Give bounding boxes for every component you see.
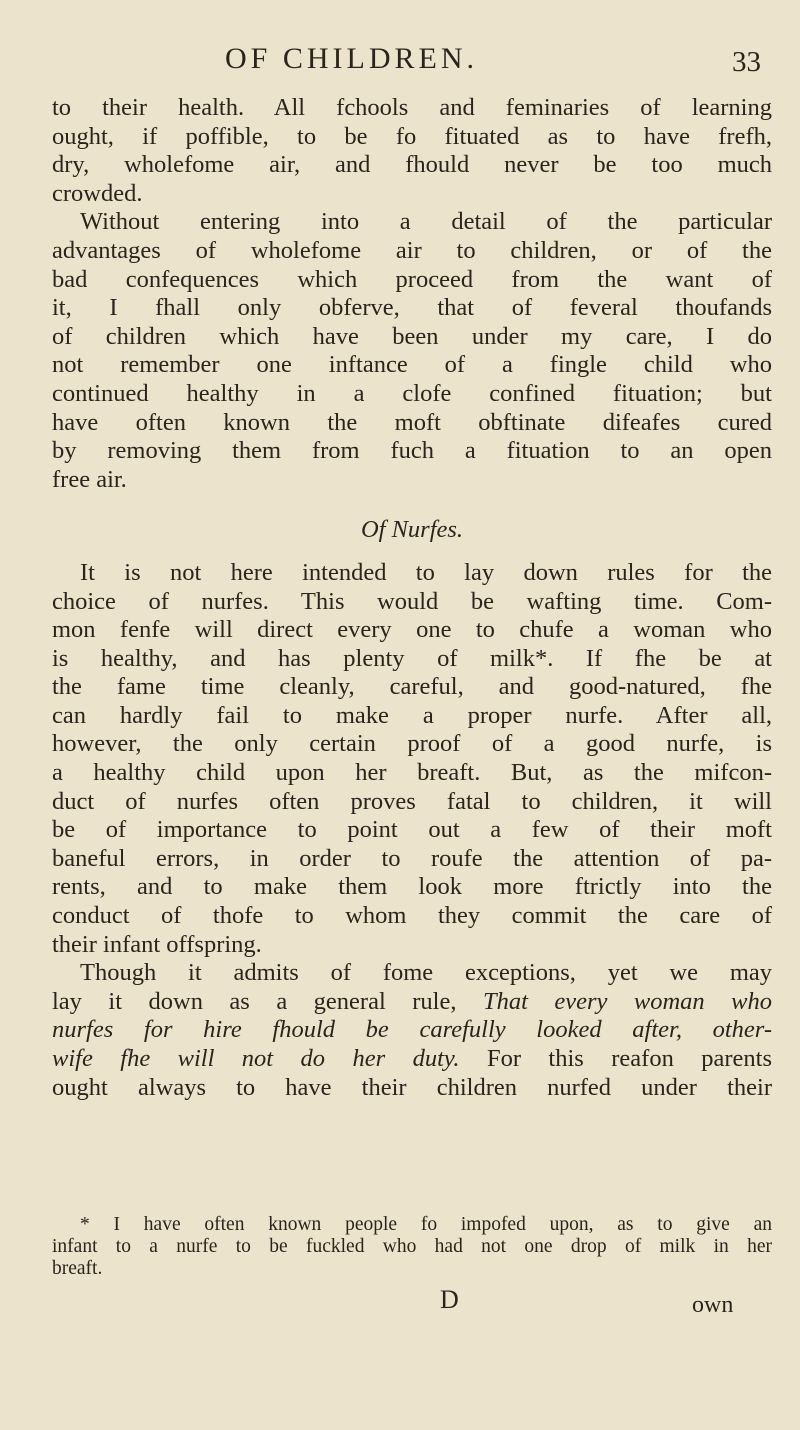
italic-segment: nurfes for hire fhould be carefully looked after, other- — [52, 1016, 772, 1044]
text-line: free air. — [52, 465, 127, 493]
text-line: the fame time cleanly, careful, and good-natured, fhe — [52, 673, 772, 701]
text-line: have often known the moft obftinate difeafes cured — [52, 408, 772, 436]
running-head-title: OF CHILDREN. — [225, 42, 479, 75]
text-line: Without entering into a detail of the particular — [80, 208, 772, 236]
text-line: of children which have been under my care, I do — [52, 322, 772, 350]
text-line: advantages of wholefome air to children, or of the — [52, 236, 772, 264]
text-line: to their health. All fchools and feminaries of learning — [52, 94, 772, 121]
text-line: rents, and to make them look more ftrictly into the — [52, 873, 772, 901]
text-line: crowded. — [52, 179, 143, 207]
paragraph-3 — [52, 559, 772, 959]
paragraph-2 — [52, 208, 772, 494]
text-line: their infant offspring. — [52, 930, 262, 958]
text-line: baneful errors, in order to roufe the attention of pa- — [52, 844, 772, 872]
text-line: be of importance to point out a few of their moft — [52, 816, 772, 844]
paragraph-1 — [52, 94, 772, 208]
text-line: ought always to have their children nurfed under their — [52, 1073, 772, 1101]
footnote-line: * I have often known people fo impofed upon, as to give an — [80, 1214, 772, 1235]
text-line: bad confequences which proceed from the want of — [52, 265, 772, 293]
text-line: Though it admits of fome exceptions, yet we may — [80, 959, 772, 987]
text-line: is healthy, and has plenty of milk*. If fhe be at — [52, 644, 772, 672]
page-number: 33 — [732, 46, 761, 78]
text-line: dry, wholefome air, and fhould never be too much — [52, 151, 772, 179]
text-line: however, the only certain proof of a good nurfe, is — [52, 730, 772, 758]
text-segment: lay it down as a general rule, — [52, 987, 483, 1015]
running-head — [0, 42, 800, 82]
text-line: duct of nurfes often proves fatal to children, it will — [52, 787, 772, 815]
signature-mark: D — [440, 1285, 459, 1314]
text-line: choice of nurfes. This would be wafting time. Com- — [52, 587, 772, 615]
text-line: a healthy child upon her breaft. But, as the mifcon- — [52, 759, 772, 787]
text-line — [52, 988, 772, 1017]
section-heading: Of Nurfes. — [360, 516, 464, 544]
text-line: continued healthy in a clofe confined fituation; but — [52, 379, 772, 407]
text-line: ought, if poffible, to be fo fituated as to have frefh, — [52, 122, 772, 150]
text-line: mon fenfe will direct every one to chufe a woman who — [52, 616, 772, 644]
footnote — [52, 1214, 772, 1280]
text-line: by removing them from fuch a fituation to an open — [52, 437, 772, 465]
body-text — [52, 94, 772, 1102]
text-line — [52, 1045, 772, 1074]
footnote-line: infant to a nurfe to be fuckled who had not one drop of milk in her — [52, 1236, 772, 1257]
text-line: conduct of thofe to whom they commit the care of — [52, 902, 772, 930]
footnote-line: breaft. — [52, 1258, 103, 1279]
catchword: own — [692, 1292, 734, 1318]
italic-segment: wife fhe will not do her duty. — [52, 1045, 460, 1072]
text-line: not remember one inftance of a fingle child who — [52, 351, 772, 379]
text-line: can hardly fail to make a proper nurfe. After all, — [52, 701, 772, 729]
text-segment: For this reafon parents — [459, 1045, 772, 1072]
text-line: it, I fhall only obferve, that of feveral thoufands — [52, 294, 772, 322]
text-line — [52, 1016, 772, 1045]
italic-segment: That every woman who — [482, 987, 773, 1015]
text-line: It is not here intended to lay down rules for the — [80, 558, 772, 586]
paragraph-4 — [52, 959, 772, 1102]
